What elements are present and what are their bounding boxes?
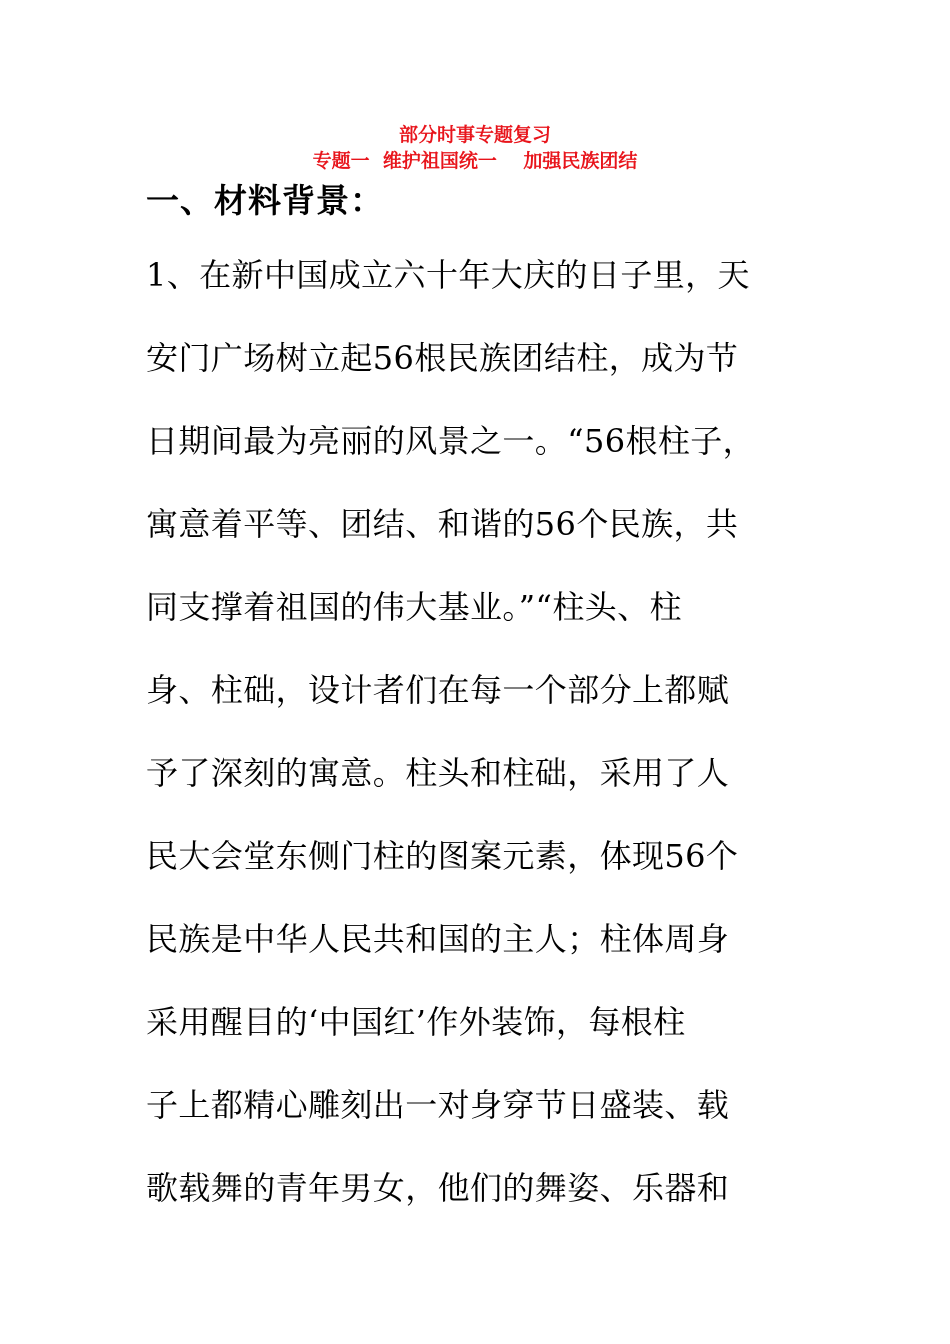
- body-line: 同支撑着祖国的伟大基业。”“柱头、柱: [146, 588, 682, 626]
- document-subtitle: 专题一 维护祖国统一 加强民族团结: [312, 150, 638, 172]
- body-line: 子上都精心雕刻出一对身穿节日盛装、载: [146, 1086, 730, 1124]
- body-line: 民族是中华人民共和国的主人；柱体周身: [146, 920, 730, 958]
- body-line: 日期间最为亮丽的风景之一。“56根柱子，: [146, 422, 756, 460]
- body-line: 采用醒目的‘中国红’作外装饰，每根柱: [146, 1003, 686, 1041]
- body-line: 予了深刻的寓意。柱头和柱础，采用了人: [146, 754, 730, 792]
- body-text: [146, 248, 826, 1244]
- body-line: 民大会堂东侧门柱的图案元素，体现56个: [146, 837, 739, 875]
- document-title: 部分时事专题复习: [398, 124, 551, 146]
- section-heading: 一、材料背景：: [146, 181, 384, 220]
- body-line: 身、柱础，设计者们在每一个部分上都赋: [146, 671, 730, 709]
- body-line: 安门广场树立起56根民族团结柱，成为节: [146, 339, 739, 377]
- body-line: 寓意着平等、团结、和谐的56个民族，共: [146, 505, 739, 543]
- body-line: 1、在新中国成立六十年大庆的日子里，天: [146, 256, 750, 294]
- body-line: 歌载舞的青年男女，他们的舞姿、乐器和: [146, 1169, 730, 1207]
